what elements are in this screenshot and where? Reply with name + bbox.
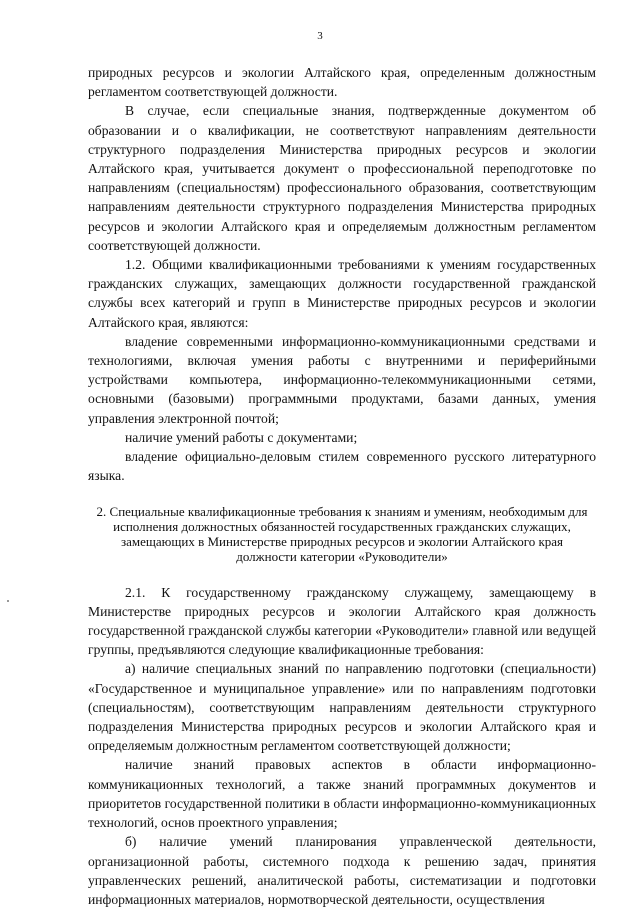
paragraph-continuation: природных ресурсов и экологии Алтайского края, определенным должностным регламентом соответствующей должности. (88, 65, 596, 100)
section-heading: 2. Специальные квалификационные требования к знаниям и умениям, необходимым для исполнения должностных обязанностей государственных гражданских служащих, замещающих в Министерстве природных ресурсов и экологии Алтайского края должности категории «Руководители» (96, 504, 588, 564)
paragraph-document-skills: наличие умений работы с документами; (125, 429, 358, 445)
page-number: 3 (317, 30, 323, 42)
paragraph-item-b: б) наличие умений планирования управленческой деятельности, организационной работы, системного подхода к решению задач, принятия управленческих решений, аналитической работы, систематизации и подготовки информационных материалов, нормотворческой деятельности, осуществления (88, 834, 596, 907)
paragraph-special-knowledge: В случае, если специальные знания, подтвержденные документом об образовании и о квалификации, не соответствуют направлениям деятельности структурного подразделения Министерства природных ресурсов и экологии Алтайского края, учитывается документ о профессиональной переподготовке по направлениям (специальностям) профессионального образования, соответствующим направлениям деятельности структурного подразделения Министерства природных ресурсов и экологии Алтайского края и определяемым должностным регламентом соответствующей должности. (88, 103, 596, 253)
paragraph-item-a: а) наличие специальных знаний по направлению подготовки (специальности) «Государственное и муниципальное управление» или по направлениям подготовки (специальностям), соответствующим направлениям деятельности структурного подразделения Министерства природных ресурсов и экологии Алтайского края и определяемым должностным регламентом соответствующей должности; (88, 661, 596, 754)
paragraph-ict-skills: владение современными информационно-коммуникационными средствами и технологиями, включая умения работы с внутренними и периферийными устройствами компьютера, информационно-телекоммуникационными сетями, основными (базовыми) программными продуктами, базами данных, умения управления электронной почтой; (88, 333, 596, 426)
scan-speck (7, 600, 9, 602)
paragraph-general-requirements: 1.2. Общими квалификационными требованиями к умениям государственных гражданских служащих, замещающих должности государственной гражданской службы всех категорий и групп в Министерстве природных ресурсов и экологии Алтайского края, являются: (88, 257, 596, 330)
paragraph-language-style: владение официально-деловым стилем современного русского литературного языка. (88, 449, 596, 484)
paragraph-legal-knowledge: наличие знаний правовых аспектов в области информационно-коммуникационных технологий, а также знаний программных документов и приоритетов государственной политики в области информационно-коммуникационных технологий, основ проектного управления; (88, 757, 596, 831)
document-body (88, 63, 596, 909)
paragraph-managers-requirements: 2.1. К государственному гражданскому служащему, замещающему в Министерстве природных ресурсов и экологии Алтайского края должность государственной гражданской службы категории «Руководители» главной или ведущей группы, предъявляются следующие квалификационные требования: (88, 584, 596, 658)
